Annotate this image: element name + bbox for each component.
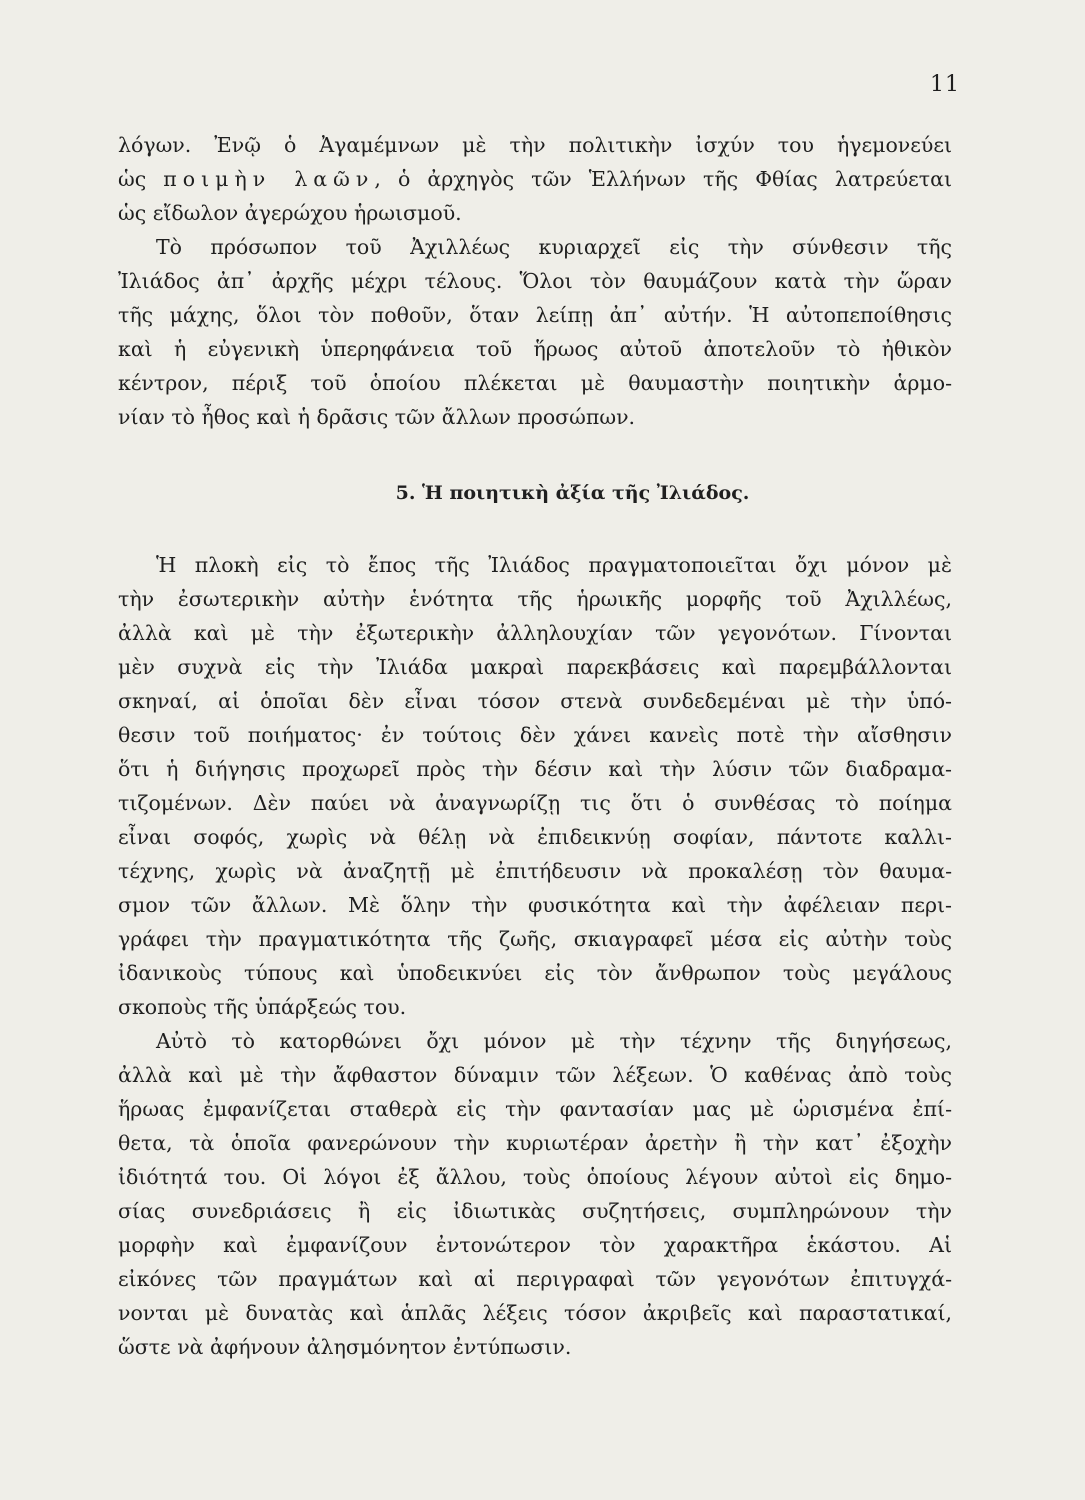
text-line: τὴν ἐσωτερικὴν αὐτὴν ἑνότητα τῆς ἡρωικῆς μορφῆς τοῦ Ἀχιλλέως,: [118, 587, 952, 611]
text-line: θετα, τὰ ὁποῖα φανερώνουν τὴν κυριωτέραν ἀρετὴν ἢ τὴν κατ᾽ ἐξοχὴν: [118, 1131, 952, 1155]
text-line: ὡς εἴδωλον ἀγερώχου ἡρωισμοῦ.: [118, 201, 462, 225]
text-line: Αὐτὸ τὸ κατορθώνει ὄχι μόνον μὲ τὴν τέχνην τῆς διηγήσεως,: [156, 1029, 952, 1053]
text-block-lower: [118, 548, 952, 1364]
text-line: σκηναί, αἱ ὁποῖαι δὲν εἶναι τόσον στενὰ συνδεδεμέναι μὲ τὴν ὑπό-: [118, 689, 952, 713]
text-line: θεσιν τοῦ ποιήματος· ἐν τούτοις δὲν χάνει κανεὶς ποτὲ τὴν αἴσθησιν: [118, 723, 952, 747]
text-line: τέχνης, χωρὶς νὰ ἀναζητῇ μὲ ἐπιτήδευσιν νὰ προκαλέσῃ τὸν θαυμα-: [118, 859, 952, 883]
paragraph: [118, 128, 952, 230]
text-block-upper: [118, 128, 952, 434]
text-line: εἰκόνες τῶν πραγμάτων καὶ αἱ περιγραφαὶ τῶν γεγονότων ἐπιτυγχά-: [118, 1267, 952, 1291]
text-line: καὶ ἡ εὐγενικὴ ὑπερηφάνεια τοῦ ἥρωος αὐτοῦ ἀποτελοῦν τὸ ἠθικὸν: [118, 337, 952, 361]
text-line: τῆς μάχης, ὅλοι τὸν ποθοῦν, ὅταν λείπῃ ἀπ᾽ αὐτήν. Ἡ αὐτοπεποίθησις: [118, 303, 952, 327]
text-line: σκοποὺς τῆς ὑπάρξεώς του.: [118, 995, 407, 1019]
emphasized-phrase: ποιμὴν λαῶν: [163, 167, 375, 191]
paragraph: [118, 548, 952, 1024]
text-line: τιζομένων. Δὲν παύει νὰ ἀναγνωρίζῃ τις ὅτι ὁ συνθέσας τὸ ποίημα: [118, 791, 952, 815]
text-line: εἶναι σοφός, χωρὶς νὰ θέλῃ νὰ ἐπιδεικνύῃ σοφίαν, πάντοτε καλλι-: [118, 825, 952, 849]
text-fragment: , ὁ ἀρχηγὸς τῶν Ἑλλήνων τῆς Φθίας λατρεύεται: [374, 167, 953, 191]
text-line: νονται μὲ δυνατὰς καὶ ἁπλᾶς λέξεις τόσον ἀκριβεῖς καὶ παραστατικαί,: [118, 1301, 952, 1325]
text-line: ἰδανικοὺς τύπους καὶ ὑποδεικνύει εἰς τὸν ἄνθρωπον τοὺς μεγάλους: [118, 961, 952, 985]
section-heading: 5. Ἡ ποιητικὴ ἀξία τῆς Ἰλιάδος.: [395, 482, 750, 504]
text-line: ἥρωας ἐμφανίζεται σταθερὰ εἰς τὴν φαντασίαν μας μὲ ὡρισμένα ἐπί-: [118, 1097, 952, 1121]
text-line: [118, 162, 952, 196]
text-line: Ἡ πλοκὴ εἰς τὸ ἔπος τῆς Ἰλιάδος πραγματοποιεῖται ὄχι μόνον μὲ: [156, 553, 952, 577]
text-line: κέντρον, πέριξ τοῦ ὁποίου πλέκεται μὲ θαυμαστὴν ποιητικὴν ἁρμο-: [118, 371, 952, 395]
text-line: ἀλλὰ καὶ μὲ τὴν ἐξωτερικὴν ἀλληλουχίαν τῶν γεγονότων. Γίνονται: [118, 621, 952, 645]
paragraph: [118, 1024, 952, 1364]
text-line: ἀλλὰ καὶ μὲ τὴν ἄφθαστον δύναμιν τῶν λέξεων. Ὁ καθένας ἀπὸ τοὺς: [118, 1063, 952, 1087]
text-line: ἰδιότητά του. Οἱ λόγοι ἐξ ἄλλου, τοὺς ὁποίους λέγουν αὐτοὶ εἰς δημο-: [118, 1165, 952, 1189]
text-line: μορφὴν καὶ ἐμφανίζουν ἐντονώτερον τὸν χαρακτῆρα ἑκάστου. Αἱ: [118, 1233, 952, 1257]
text-line: νίαν τὸ ἦθος καὶ ἡ δρᾶσις τῶν ἄλλων προσώπων.: [118, 405, 636, 429]
text-line: ὥστε νὰ ἀφήνουν ἀλησμόνητον ἐντύπωσιν.: [118, 1335, 572, 1359]
text-line: γράφει τὴν πραγματικότητα τῆς ζωῆς, σκιαγραφεῖ μέσα εἰς αὐτὴν τοὺς: [118, 927, 952, 951]
text-line: σμον τῶν ἄλλων. Μὲ ὅλην τὴν φυσικότητα καὶ τὴν ἀφέλειαν περι-: [118, 893, 952, 917]
text-fragment: ὡς: [118, 167, 164, 191]
text-line: λόγων. Ἐνῷ ὁ Ἀγαμέμνων μὲ τὴν πολιτικὴν ἰσχύν του ἡγεμονεύει: [118, 133, 952, 157]
page-number: 11: [930, 72, 960, 97]
text-line: Ἰλιάδος ἀπ᾽ ἀρχῆς μέχρι τέλους. Ὅλοι τὸν θαυμάζουν κατὰ τὴν ὥραν: [118, 269, 952, 293]
text-line: σίας συνεδριάσεις ἢ εἰς ἰδιωτικὰς συζητήσεις, συμπληρώνουν τὴν: [118, 1199, 952, 1223]
text-line: μὲν συχνὰ εἰς τὴν Ἰλιάδα μακραὶ παρεκβάσεις καὶ παρεμβάλλονται: [118, 655, 952, 679]
text-line: ὅτι ἡ διήγησις προχωρεῖ πρὸς τὴν δέσιν καὶ τὴν λύσιν τῶν διαδραμα-: [118, 757, 952, 781]
paragraph: [118, 230, 952, 434]
text-line: Τὸ πρόσωπον τοῦ Ἀχιλλέως κυριαρχεῖ εἰς τὴν σύνθεσιν τῆς: [156, 235, 952, 259]
